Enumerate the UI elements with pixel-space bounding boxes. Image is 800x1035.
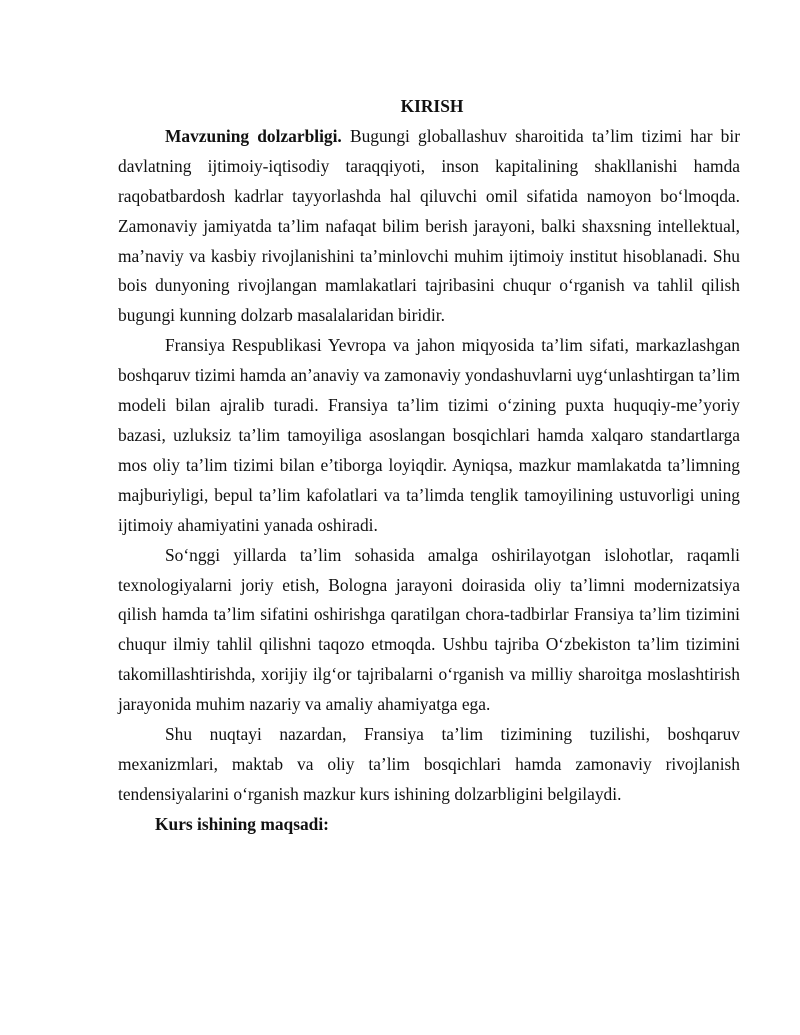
paragraph-relevance <box>118 122 740 331</box>
paragraph-reforms: So‘nggi yillarda ta’lim sohasida amalga oshirilayotgan islohotlar, raqamli texnologiyalarni joriy etish, Bologna jarayoni doirasida oliy ta’limni modernizatsiya qilish hamda ta’lim sifatini oshirishga qaratilgan chora-tadbirlar Fransiya ta’lim tizimini chuqur ilmiy tahlil qilishni taqozo etmoqda. Ushbu tajriba O‘zbekiston ta’lim tizimini takomillashtirishda, xorijiy ilg‘or tajribalarni o‘rganish va milliy sharoitga moslashtirish jarayonida muhim nazariy va amaliy ahamiyatga ega. <box>118 544 740 715</box>
document-body <box>118 92 740 840</box>
paragraph-france-education: Fransiya Respublikasi Yevropa va jahon miqyosida ta’lim sifati, markazlashgan boshqaruv tizimi hamda an’anaviy va zamonaviy yondashuvlarni uyg‘unlashtirgan ta’lim modeli bilan ajralib turadi. Fransiya ta’lim tizimi o‘zining puxta huquqiy-me’yoriy bazasi, uzluksiz ta’lim tamoyiliga asoslangan bosqichlari hamda xalqaro standartlarga mos oliy ta’lim tizimi bilan e’tiborga loyiqdir. Ayniqsa, mazkur mamlakatda ta’limning majburiyligi, bepul ta’lim kafolatlari va ta’limda tenglik tamoyilining ustuvorligi uning ijtimoiy ahamiyatini yanada oshiradi. <box>118 335 740 535</box>
section-heading: KIRISH <box>400 96 464 116</box>
paragraph-conclusion: Shu nuqtayi nazardan, Fransiya ta’lim tizimining tuzilishi, boshqaruv mexanizmlari, maktab va oliy ta’lim bosqichlari hamda zamonaviy rivojlanish tendensiyalarini o‘rganish mazkur kurs ishining dolzarbligini belgilaydi. <box>118 724 740 804</box>
goal-heading: Kurs ishining maqsadi: <box>155 813 329 834</box>
paragraph-text: Bugungi globallashuv sharoitida ta’lim tizimi har bir davlatning ijtimoiy-iqtisodiy taraqqiyoti, inson kapitalining shakllanishi hamda raqobatbardosh kadrlar tayyorlashda hal qiluvchi omil sifatida namoyon bo‘lmoqda. Zamonaviy jamiyatda ta’lim nafaqat bilim berish jarayoni, balki shaxsning intellektual, ma’naviy va kasbiy rivojlanishini ta’minlovchi muhim ijtimoiy institut hisoblanadi. Shu bois dunyoning rivojlangan mamlakatlari tajribasini chuqur o‘rganish va tahlil qilish bugungi kunning dolzarb masalalaridan biridir. <box>118 125 740 326</box>
paragraph-lead: Mavzuning dolzarbligi. <box>165 125 342 146</box>
